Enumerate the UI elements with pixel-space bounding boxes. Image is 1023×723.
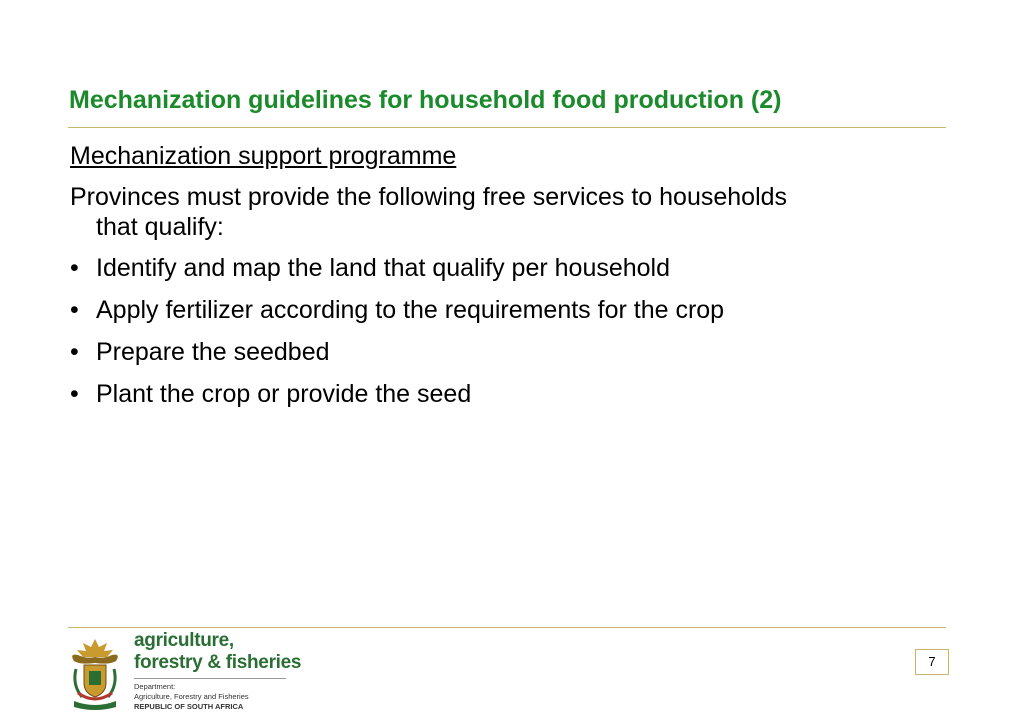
title-divider <box>68 127 946 128</box>
bullet-marker: • <box>70 254 79 282</box>
intro-text <box>70 182 940 242</box>
bullet-marker: • <box>70 338 79 366</box>
slide-body <box>70 141 940 421</box>
dept-line-3: REPUBLIC OF SOUTH AFRICA <box>134 702 244 711</box>
bullet-marker: • <box>70 296 79 324</box>
dept-line-1: Department: <box>134 682 176 691</box>
page-number: 7 <box>915 649 949 675</box>
bullet-text: Apply fertilizer according to the requirements for the crop <box>96 296 725 324</box>
bullet-item <box>70 379 940 409</box>
bullet-text: Prepare the seedbed <box>96 338 330 366</box>
section-heading: Mechanization support programme <box>70 142 457 170</box>
footer-divider <box>68 627 946 628</box>
bullet-text: Plant the crop or provide the seed <box>96 380 472 408</box>
intro-line-2: that qualify: <box>96 213 224 241</box>
brand-line-2: forestry & fisheries <box>134 652 302 673</box>
bullet-marker: • <box>70 380 79 408</box>
bullet-item <box>70 337 940 367</box>
brand-divider <box>134 678 286 679</box>
bullet-list <box>70 253 940 409</box>
bullet-text: Identify and map the land that qualify per household <box>96 254 671 282</box>
brand-line-1: agriculture, <box>134 630 234 651</box>
coat-of-arms-icon <box>66 635 124 713</box>
bullet-item <box>70 253 940 283</box>
intro-line-1: Provinces must provide the following free services to households <box>70 183 788 211</box>
slide-title: Mechanization guidelines for household food production (2) <box>69 86 782 114</box>
dept-line-2: Agriculture, Forestry and Fisheries <box>134 692 249 701</box>
bullet-item <box>70 295 940 325</box>
brand-block <box>134 630 301 712</box>
